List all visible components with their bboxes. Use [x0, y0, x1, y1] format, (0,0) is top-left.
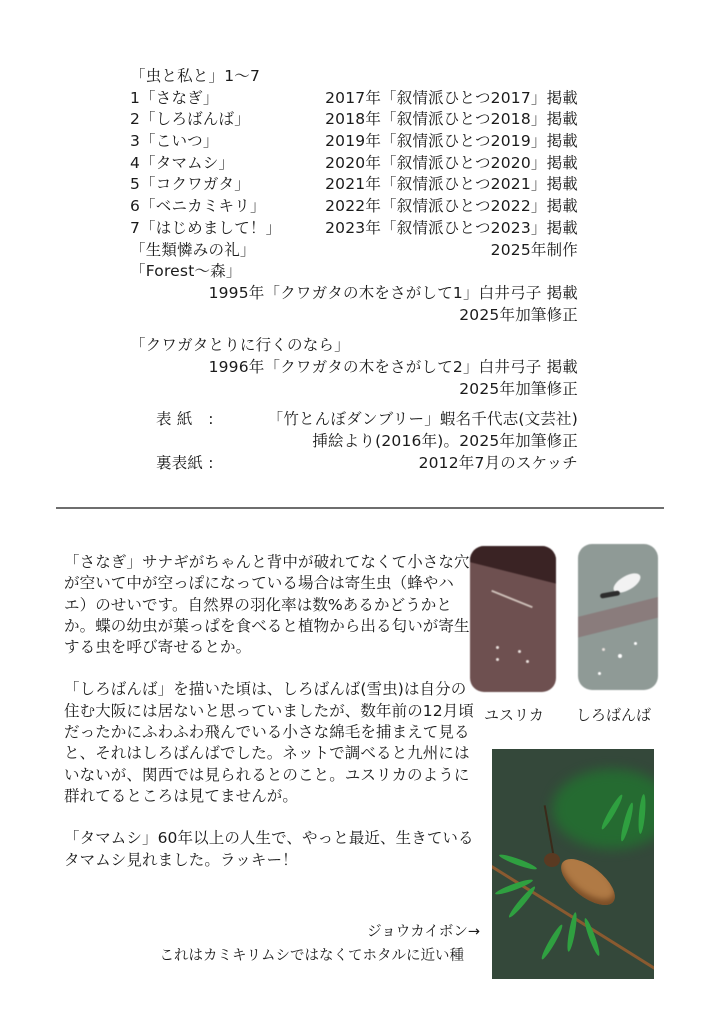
- forest-note-row: [130, 305, 578, 327]
- work-row: [130, 174, 578, 196]
- work-row: [130, 109, 578, 131]
- series-title: 「虫と私と」1〜7: [130, 67, 261, 85]
- cover-row: [130, 409, 578, 431]
- work-note: 2022年「叙情派ひとつ2022」掲載: [325, 197, 578, 216]
- notes-section: [64, 552, 474, 892]
- cover-line2: 挿絵より(2016年)。2025年加筆修正: [312, 432, 578, 450]
- seirui-title: 「生類憐みの礼」: [130, 240, 256, 259]
- forest-title: 「Forest〜森」: [130, 262, 242, 281]
- work-title: 6「ベニカミキリ」: [130, 197, 266, 216]
- work-row: [130, 88, 578, 110]
- work-row: [130, 218, 578, 240]
- back-cover-label: 裏表紙 :: [156, 453, 214, 472]
- work-note: 2019年「叙情派ひとつ2019」掲載: [325, 132, 578, 151]
- work-note: 2020年「叙情派ひとつ2020」掲載: [325, 153, 578, 172]
- beetle-caption-name: ジョウカイボン→: [367, 924, 480, 940]
- section-divider: [56, 507, 664, 509]
- credits-list: [130, 66, 578, 474]
- kuwagata-note2: 2025年加筆修正: [459, 379, 578, 398]
- kuwagata-title-row: [130, 335, 578, 357]
- work-row: [130, 153, 578, 175]
- work-row: [130, 131, 578, 153]
- shirobanba-illustration: [578, 544, 658, 690]
- kuwagata-note1: 1996年「クワガタの木をさがして2」白井弓子 掲載: [208, 357, 578, 376]
- work-title: 2「しろばんば」: [130, 110, 250, 129]
- seirui-note: 2025年制作: [490, 240, 578, 259]
- work-note: 2017年「叙情派ひとつ2017」掲載: [325, 88, 578, 107]
- work-note: 2021年「叙情派ひとつ2021」掲載: [325, 175, 578, 194]
- cover-line1: 「竹とんぼダンブリー」蝦名千代志(文芸社): [267, 410, 578, 429]
- series-title-row: [130, 66, 578, 88]
- work-title: 1「さなぎ」: [130, 88, 219, 107]
- seirui-row: [130, 240, 578, 262]
- beetle-caption-desc: これはカミキリムシではなくてホタルに近い種: [159, 948, 464, 964]
- work-title: 7「はじめまして！」: [130, 218, 282, 237]
- kuwagata-title: 「クワガタとりに行くのなら」: [130, 336, 350, 355]
- midge-icon: [491, 590, 533, 608]
- note-shirobanba: 「しろばんば」を描いた頃は、しろばんば(雪虫)は自分の住む大阪には居ないと思っていましたが、数年前の12月頃だったかにふわふわ飛んでいる小さな綿毛を捕まえて見ると、それはしろばんばでした。ネットで調べると九州にはいないが、関西では見られるとのこと。ユスリカのように群れてるところは見てませんが。: [64, 680, 474, 805]
- kuwagata-note-row: [130, 379, 578, 401]
- work-title: 3「こいつ」: [130, 132, 219, 151]
- work-title: 4「タマムシ」: [130, 153, 235, 172]
- kuwagata-note-row: [130, 357, 578, 379]
- forest-note-row: [130, 283, 578, 305]
- cover-row-2: [130, 431, 578, 453]
- work-note: 2018年「叙情派ひとつ2018」掲載: [325, 110, 578, 129]
- forest-title-row: [130, 261, 578, 283]
- joukaibon-illustration: [492, 749, 654, 979]
- forest-note1: 1995年「クワガタの木をさがして1」白井弓子 掲載: [208, 283, 578, 302]
- work-row: [130, 196, 578, 218]
- yusurika-illustration: [470, 546, 556, 692]
- yusurika-label: ユスリカ: [484, 706, 544, 724]
- work-title: 5「コクワガタ」: [130, 175, 250, 194]
- forest-note2: 2025年加筆修正: [459, 305, 578, 324]
- beetle-icon: [554, 850, 623, 913]
- work-note: 2023年「叙情派ひとつ2023」掲載: [325, 218, 578, 237]
- shirobanba-label: しろばんば: [576, 706, 652, 724]
- note-sanagi: 「さなぎ」サナギがちゃんと背中が破れてなくて小さな穴が空いて中が空っぽになっている場合は寄生虫（蜂やハエ）のせいです。自然界の羽化率は数%あるかどうかとか。蝶の幼虫が葉っぱを食べると植物から出る匂いが寄生する虫を呼び寄せるとか。: [64, 553, 470, 657]
- cover-label: 表 紙 :: [156, 410, 214, 429]
- back-cover-row: [130, 453, 578, 475]
- note-tamamushi: 「タマムシ」60年以上の人生で、やっと最近、生きているタマムシ見れました。ラッキー！: [64, 829, 474, 869]
- back-cover-line1: 2012年7月のスケッチ: [418, 453, 578, 472]
